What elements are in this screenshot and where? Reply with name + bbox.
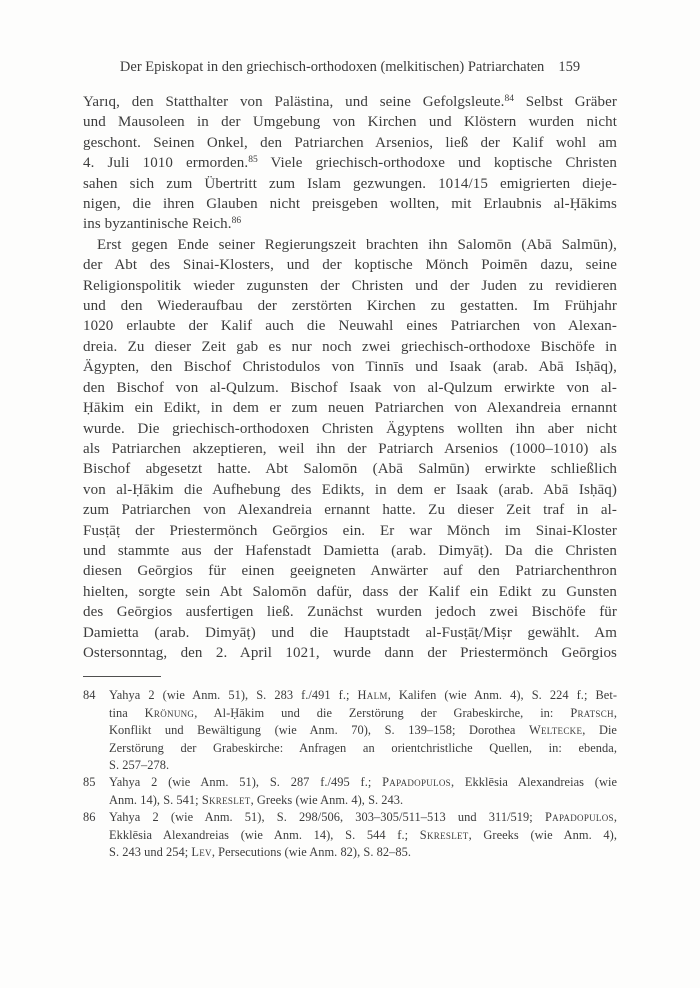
body-line [83,561,617,581]
text-run: hielten, sorgte sein Abt Salomōn dafür, dass der Kalif ein Edikt zu Gunsten [83,583,617,600]
text-run: geschont. Seinen Onkel, den Patriarchen Arsenios, ließ der Kalif wohl am [83,134,617,151]
text-run: des Geōrgios ausfertigen ließ. Zunächst wurden jedoch zwei Bischöfe für [83,604,617,621]
body-text [83,92,617,663]
author-name-smallcaps: Lev [191,845,212,860]
body-line [83,500,617,520]
body-line [83,316,617,336]
author-name-smallcaps: Skreslet [201,792,251,807]
text-run: 1020 erlaubte der Kalif auch die Neuwahl eines Patriarchen von Alexan- [83,318,617,335]
paragraph [83,235,617,664]
footnote-number: 86 [83,810,96,825]
body-line [83,623,617,643]
body-line [83,521,617,541]
body-line [83,459,617,479]
text-run: , [613,810,617,825]
text-run: nigen, die ihren Glauben nicht preisgeben wollten, mit Erlaubnis al-Ḥākims [83,196,617,213]
body-line [83,133,617,153]
running-head: Der Episkopat in den griechisch-orthodoxen (melkitischen) Patriarchaten [119,59,545,75]
body-line [83,276,617,296]
text-run: den Bischof von al-Qulzum. Bischof Isaak von al-Qulzum erwirkte von al- [83,379,617,396]
body-line [83,92,617,112]
footnote [83,687,617,774]
text-run: Konflikt und Bewältigung (wie Anm. 70), S. 139–158; Dorothea [109,723,529,738]
footnote-line [109,844,617,861]
text-run: diesen Geōrgios für einen geeigneten Anwärter auf den Patriarchenthron [83,563,617,580]
text-run: , Al-Ḥākim und die Zerstörung der Grabeskirche, in: [194,705,571,720]
footnote-number: 84 [83,688,96,703]
text-run: sahen sich zum Übertritt zum Islam gezwungen. 1014/15 emigrierten dieje- [83,175,617,192]
text-run: Fusṭāṭ der Priestermönch Geōrgios ein. Er war Mönch im Sinai-Kloster [83,522,617,539]
text-run: , [613,705,617,720]
text-run: S. 257–278. [109,758,170,772]
footnote-line [109,809,617,826]
text-run: und Mausoleen in der Umgebung von Kirchen und Klöstern wurden nicht [83,114,617,131]
body-line [83,296,617,316]
text-run: Yahya 2 (wie Anm. 51), S. 287 f./495 f.; [109,775,383,790]
text-run: Erst gegen Ende seiner Regierungszeit brachten ihn Salomōn (Abā Salmūn), [97,236,617,253]
text-run: Zerstörung der Grabeskirche: Anfragen an orientchristliche Quellen, in: ebenda, [109,740,617,755]
body-line [83,602,617,622]
body-line [83,480,617,500]
footnote-text [109,809,617,861]
text-run: und den Wiederaufbau der zerstörten Kirchen zu gestatten. Im Frühjahr [83,298,617,315]
text-run: Selbst Gräber [513,94,617,110]
text-run: Ostersonntag, den 2. April 1021, wurde dann der Priestermönch Geōrgios [83,644,617,661]
footnote-number: 85 [83,775,96,790]
footnote-line [109,792,617,809]
body-line [83,439,617,459]
body-line [83,235,617,255]
body-line [83,643,617,663]
body-line [83,174,617,194]
body-line [83,378,617,398]
body-line [83,214,617,234]
text-run: , Greeks (wie Anm. 4), S. 243. [250,792,404,807]
text-run: Yarıq, den Statthalter von Palästina, und seine Gefolgsleute. [83,94,505,110]
footnote-ref: 86 [231,216,242,227]
text-run: Yahya 2 (wie Anm. 51), S. 298/506, 303–305/511–513 und 311/519; [109,810,545,825]
author-name-smallcaps: Halm [357,688,388,703]
text-run: zum Patriarchen von Alexandreia ernannt hatte. Zu dieser Zeit traf in al- [83,502,617,519]
text-run: der Abt des Sinai-Klosters, und der koptische Mönch Poimēn dazu, seine [83,257,617,274]
text-run: ins byzantinische Reich. [83,216,232,233]
page-number: 159 [558,59,581,75]
text-run: Viele griechisch-orthodoxe und koptische Christen [257,155,617,172]
author-name-smallcaps: Krönung [144,705,195,720]
text-run: S. 243 und 254; [109,845,192,860]
footnote-ref: 84 [504,94,514,104]
text-run: dreia. Zu dieser Zeit gab es nur noch zwei griechisch-orthodoxe Bischöfe in [83,338,617,355]
text-run: als Patriarchen akzeptieren, weil ihn der Patriarch Arsenios (1000–1010) als [83,440,617,457]
author-name-smallcaps: Papadopulos [382,775,451,790]
body-line [83,419,617,439]
text-run: Bischof abgesetzt hatte. Abt Salomōn (Abā Salmūn) erwirkte schließlich [83,461,617,478]
text-run: Damietta (arab. Dimyāṭ) und die Hauptstadt al-Fusṭāṭ/Miṣr gewählt. Am [83,624,617,641]
text-run: Religionspolitik wieder zugunsten der Christen und der Juden zu revidieren [83,277,617,294]
footnote-line [109,705,617,722]
body-line [83,255,617,275]
footnote-line [109,827,617,844]
body-line [83,582,617,602]
footnote-ref: 85 [248,155,258,166]
page-header [83,58,617,76]
footnote-line [109,722,617,739]
paragraph [83,92,617,235]
footnote-line [109,774,617,791]
author-name-smallcaps: Skreslet [419,827,469,842]
body-line [83,541,617,561]
author-name-smallcaps: Weltecke [529,723,583,738]
footnotes-section [83,687,617,861]
footnote [83,809,617,861]
body-line [83,153,617,173]
text-run: Yahya 2 (wie Anm. 51), S. 283 f./491 f.; [109,688,358,703]
body-line [83,194,617,214]
text-run: von al-Ḥākim die Aufhebung des Edikts, in dem er Isaak (arab. Abā Isḥāq) [83,481,617,498]
footnote-text [109,687,617,774]
text-run: Ägypten, den Bischof Christodulos von Tinnīs und Isaak (arab. Abā Isḥāq), [83,359,617,376]
footnote-line [109,740,617,757]
text-run: und stammte aus der Hafenstadt Damietta (arab. Dimyāṭ). Da die Christen [83,542,617,559]
text-run: tina [109,705,145,720]
text-run: 4. Juli 1010 ermorden. [83,155,249,172]
body-line [83,357,617,377]
text-run: Anm. 14), S. 541; [109,792,202,807]
footnote-line [109,687,617,704]
text-run: , Die [582,723,617,738]
footnote-rule [83,676,161,677]
footnote [83,774,617,809]
text-run: , Greeks (wie Anm. 4), [468,827,617,842]
body-line [83,398,617,418]
author-name-smallcaps: Papadopulos [544,810,614,825]
body-line [83,112,617,132]
body-line [83,337,617,357]
author-name-smallcaps: Pratsch [570,705,614,720]
text-run: , Persecutions (wie Anm. 82), S. 82–85. [211,845,412,860]
text-run: Ḥākim ein Edikt, in dem er zum neuen Patriarchen von Alexandreia ernannt [83,400,617,417]
text-run: , Ekklēsia Alexandreias (wie [451,775,618,790]
text-run: , Kalifen (wie Anm. 4), S. 224 f.; Bet- [387,688,617,703]
text-run: wurde. Die griechisch-orthodoxen Christen Ägyptens wollten ihn aber nicht [83,420,617,437]
text-run: Ekklēsia Alexandreias (wie Anm. 14), S. 544 f.; [109,827,420,842]
footnote-text [109,774,617,809]
footnote-line [109,757,617,774]
